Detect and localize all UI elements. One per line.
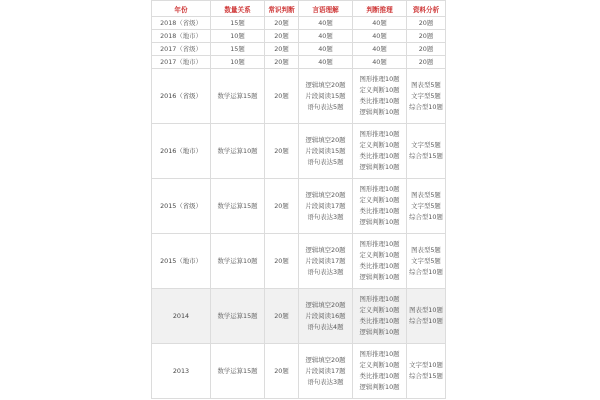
cell-common-sense: 20题 xyxy=(265,30,299,43)
table-row xyxy=(152,289,446,344)
reasoning-line: 图形推理10题 xyxy=(359,240,400,248)
reasoning-line: 定义判断10题 xyxy=(359,306,400,314)
cell-verbal xyxy=(299,344,353,399)
cell-common-sense: 20题 xyxy=(265,234,299,289)
cell-year: 2018（地市） xyxy=(152,30,211,43)
reasoning-line: 类比推理10题 xyxy=(359,262,400,270)
reasoning-line: 逻辑判断10题 xyxy=(359,328,400,336)
reasoning-line: 图形推理10题 xyxy=(359,130,400,138)
verbal-line: 语句表达4题 xyxy=(307,322,344,331)
verbal-line: 片段阅读17题 xyxy=(305,366,346,375)
verbal-line: 语句表达3题 xyxy=(307,212,344,221)
cell-data-analysis: 20题 xyxy=(407,56,446,69)
cell-verbal xyxy=(299,124,353,179)
cell-common-sense: 20题 xyxy=(265,43,299,56)
data-line: 综合型15题 xyxy=(409,152,443,160)
table-row xyxy=(152,124,446,179)
data-line: 文字型5题 xyxy=(411,201,441,210)
data-line: 文字型10题 xyxy=(409,361,443,369)
verbal-line: 逻辑填空20题 xyxy=(305,300,346,309)
reasoning-line: 图形推理10题 xyxy=(359,350,400,358)
cell-data-analysis: 20题 xyxy=(407,30,446,43)
reasoning-line: 类比推理10题 xyxy=(359,207,400,215)
cell-verbal: 40题 xyxy=(299,43,353,56)
data-line: 图表型5题 xyxy=(411,80,441,89)
data-line: 文字型5题 xyxy=(411,141,441,149)
reasoning-line: 逻辑判断10题 xyxy=(359,273,400,281)
verbal-line: 片段阅读17题 xyxy=(305,256,346,265)
cell-reasoning xyxy=(353,289,407,344)
table-row xyxy=(152,17,446,30)
header-quantity: 数量关系 xyxy=(211,1,265,17)
table-row xyxy=(152,179,446,234)
data-line: 图表型10题 xyxy=(409,306,443,314)
cell-quantity: 10题 xyxy=(211,30,265,43)
cell-verbal xyxy=(299,234,353,289)
header-year: 年份 xyxy=(152,1,211,17)
cell-quantity: 数学运算15题 xyxy=(211,179,265,234)
table-row xyxy=(152,69,446,124)
verbal-line: 逻辑填空20题 xyxy=(305,190,346,199)
cell-data-analysis xyxy=(407,344,446,399)
reasoning-line: 类比推理10题 xyxy=(359,97,400,105)
cell-reasoning: 40题 xyxy=(353,56,407,69)
cell-reasoning xyxy=(353,234,407,289)
verbal-line: 片段阅读17题 xyxy=(305,201,346,210)
verbal-line: 语句表达5题 xyxy=(307,102,344,111)
cell-verbal xyxy=(299,289,353,344)
reasoning-line: 图形推理10题 xyxy=(359,185,400,193)
cell-verbal: 40题 xyxy=(299,56,353,69)
cell-data-analysis xyxy=(407,124,446,179)
cell-data-analysis: 20题 xyxy=(407,17,446,30)
data-line: 图表型5题 xyxy=(411,190,441,199)
cell-data-analysis xyxy=(407,289,446,344)
cell-reasoning: 40题 xyxy=(353,43,407,56)
cell-common-sense: 20题 xyxy=(265,289,299,344)
cell-common-sense: 20题 xyxy=(265,56,299,69)
cell-year: 2015（省级） xyxy=(152,179,211,234)
cell-quantity: 15题 xyxy=(211,17,265,30)
data-line: 综合型10题 xyxy=(409,212,443,221)
data-line: 文字型5题 xyxy=(411,91,441,100)
data-line: 综合型10题 xyxy=(409,102,443,111)
reasoning-line: 图形推理10题 xyxy=(359,75,400,83)
reasoning-line: 逻辑判断10题 xyxy=(359,218,400,226)
exam-structure-table xyxy=(151,0,446,399)
verbal-line: 逻辑填空20题 xyxy=(305,355,346,364)
cell-data-analysis xyxy=(407,179,446,234)
verbal-line: 片段阅读15题 xyxy=(305,91,346,100)
data-line: 综合型15题 xyxy=(409,372,443,380)
reasoning-line: 定义判断10题 xyxy=(359,196,400,204)
data-line: 综合型10题 xyxy=(409,267,443,276)
cell-reasoning: 40题 xyxy=(353,30,407,43)
cell-common-sense: 20题 xyxy=(265,17,299,30)
reasoning-line: 定义判断10题 xyxy=(359,251,400,259)
cell-year: 2016（省级） xyxy=(152,69,211,124)
reasoning-line: 逻辑判断10题 xyxy=(359,108,400,116)
cell-reasoning xyxy=(353,124,407,179)
cell-common-sense: 20题 xyxy=(265,344,299,399)
table-row xyxy=(152,43,446,56)
reasoning-line: 定义判断10题 xyxy=(359,141,400,149)
header-common-sense: 常识判断 xyxy=(265,1,299,17)
cell-quantity: 数学运算10题 xyxy=(211,124,265,179)
header-row xyxy=(152,1,446,17)
exam-table-container xyxy=(151,0,445,399)
cell-verbal: 40题 xyxy=(299,30,353,43)
reasoning-line: 图形推理10题 xyxy=(359,295,400,303)
reasoning-line: 定义判断10题 xyxy=(359,361,400,369)
verbal-line: 片段阅读15题 xyxy=(305,146,346,155)
verbal-line: 逻辑填空20题 xyxy=(305,135,346,144)
cell-verbal xyxy=(299,69,353,124)
cell-common-sense: 20题 xyxy=(265,69,299,124)
cell-common-sense: 20题 xyxy=(265,124,299,179)
verbal-line: 语句表达3题 xyxy=(307,267,344,276)
cell-data-analysis xyxy=(407,69,446,124)
header-verbal: 言语理解 xyxy=(299,1,353,17)
verbal-line: 片段阅读16题 xyxy=(305,311,346,320)
cell-reasoning xyxy=(353,69,407,124)
cell-verbal: 40题 xyxy=(299,17,353,30)
data-line: 综合型10题 xyxy=(409,317,443,325)
cell-data-analysis xyxy=(407,234,446,289)
cell-common-sense: 20题 xyxy=(265,179,299,234)
reasoning-line: 类比推理10题 xyxy=(359,152,400,160)
table-row xyxy=(152,234,446,289)
header-data-analysis: 资料分析 xyxy=(407,1,446,17)
verbal-line: 语句表达5题 xyxy=(307,157,344,166)
cell-quantity: 数学运算15题 xyxy=(211,344,265,399)
cell-year: 2017（地市） xyxy=(152,56,211,69)
verbal-line: 语句表达3题 xyxy=(307,377,344,386)
verbal-line: 逻辑填空20题 xyxy=(305,80,346,89)
table-row xyxy=(152,344,446,399)
verbal-line: 逻辑填空20题 xyxy=(305,245,346,254)
cell-reasoning: 40题 xyxy=(353,17,407,30)
cell-year: 2018（省级） xyxy=(152,17,211,30)
table-row xyxy=(152,56,446,69)
reasoning-line: 类比推理10题 xyxy=(359,372,400,380)
cell-year: 2016（地市） xyxy=(152,124,211,179)
cell-quantity: 10题 xyxy=(211,56,265,69)
data-line: 图表型5题 xyxy=(411,245,441,254)
cell-year: 2017（省级） xyxy=(152,43,211,56)
cell-year: 2013 xyxy=(152,344,211,399)
cell-data-analysis: 20题 xyxy=(407,43,446,56)
cell-verbal xyxy=(299,179,353,234)
table-row xyxy=(152,30,446,43)
cell-reasoning xyxy=(353,179,407,234)
cell-quantity: 数学运算10题 xyxy=(211,234,265,289)
cell-year: 2014 xyxy=(152,289,211,344)
reasoning-line: 逻辑判断10题 xyxy=(359,383,400,391)
cell-quantity: 数学运算15题 xyxy=(211,289,265,344)
cell-reasoning xyxy=(353,344,407,399)
cell-quantity: 15题 xyxy=(211,43,265,56)
cell-quantity: 数学运算15题 xyxy=(211,69,265,124)
cell-year: 2015（地市） xyxy=(152,234,211,289)
reasoning-line: 定义判断10题 xyxy=(359,86,400,94)
data-line: 文字型5题 xyxy=(411,256,441,265)
reasoning-line: 逻辑判断10题 xyxy=(359,163,400,171)
reasoning-line: 类比推理10题 xyxy=(359,317,400,325)
header-reasoning: 判断推理 xyxy=(353,1,407,17)
